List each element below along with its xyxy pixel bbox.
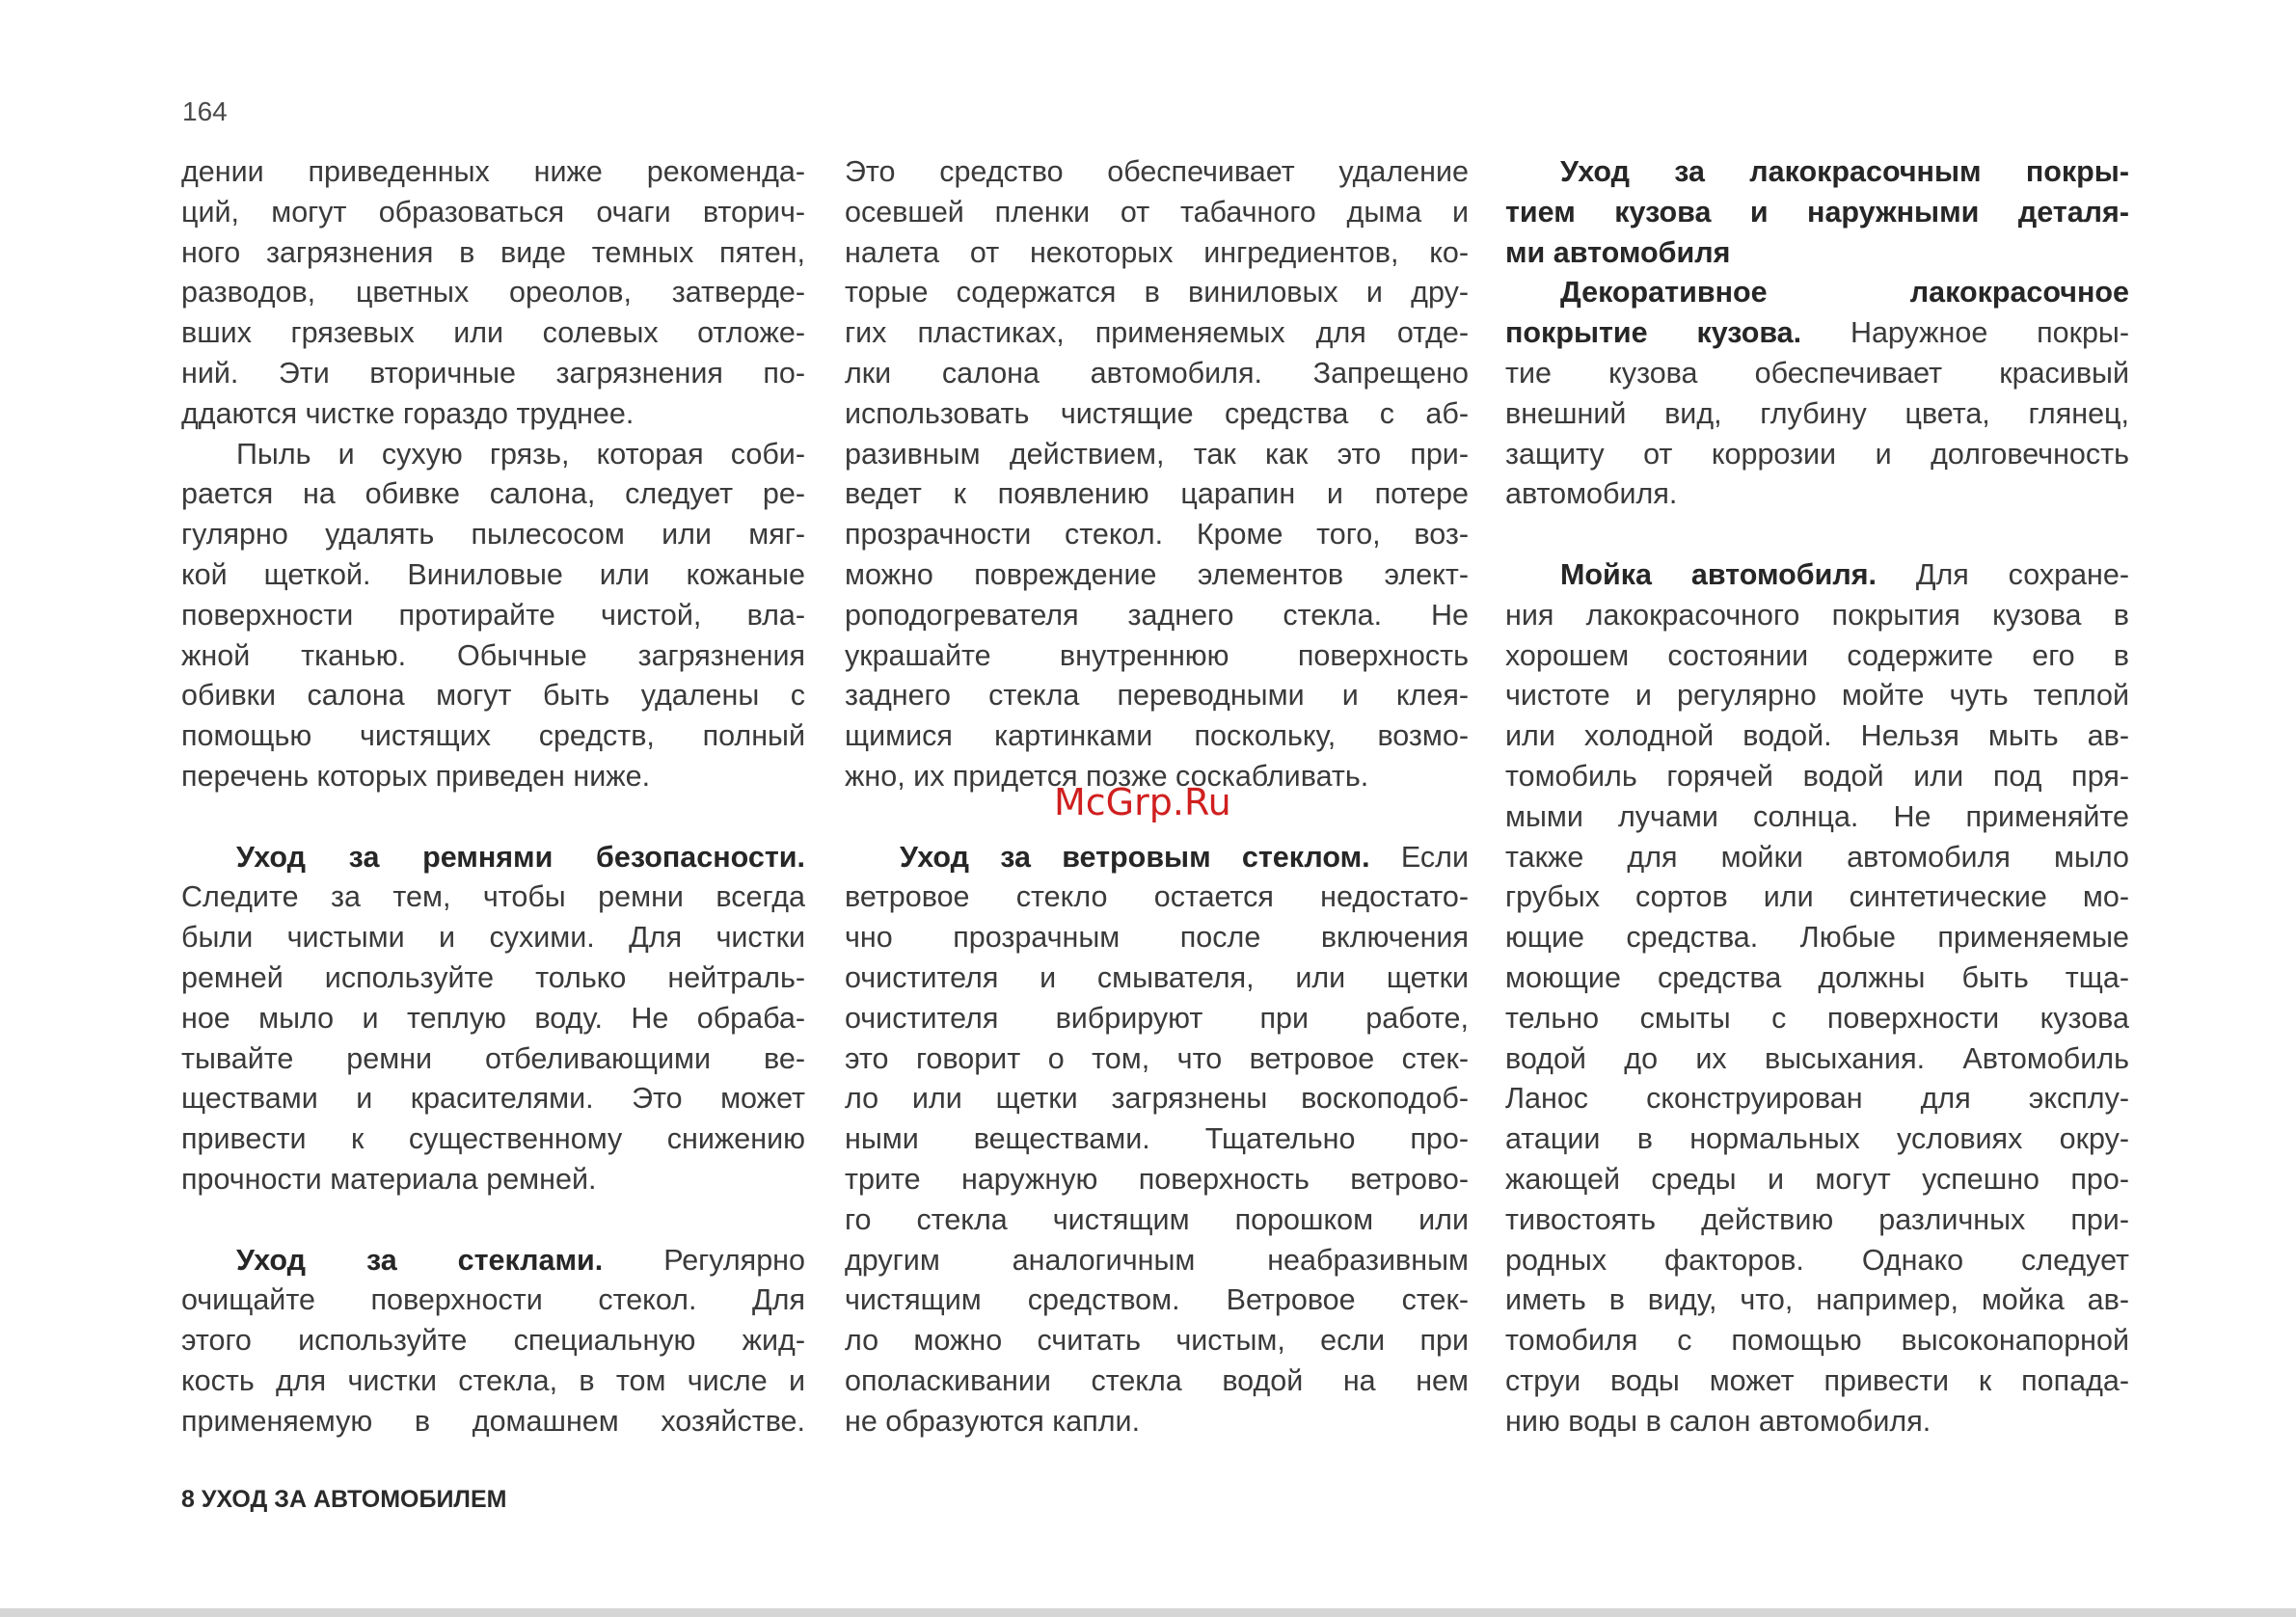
text-run: Если [1400,840,1469,874]
text-line: разводов, цветных ореолов, затверде- [181,276,805,310]
section-heading: Уход за ветровым стеклом. [900,840,1370,874]
text-line: ло или щетки загрязнены воскоподоб- [845,1082,1469,1116]
text-line [1505,555,2129,596]
text-line: лки салона автомобиля. Запрещено [845,356,1469,390]
text-line: тивостоять действию различных при- [1505,1202,2129,1236]
text-line: прозрачности стекол. Кроме того, воз- [845,518,1469,552]
text-line: обивки салона могут быть удалены с [181,679,805,713]
text-line: мыми лучами солнца. Не применяйте [1505,799,2129,833]
text-line: кой щеткой. Виниловые или кожаные [181,557,805,591]
text-line: щимися картинками поскольку, возмо- [845,719,1469,753]
text-line: были чистыми и сухими. Для чистки [181,921,805,955]
text-line: Ланос сконструирован для эксплу- [1505,1082,2129,1116]
text-line: использовать чистящие средства с аб- [845,396,1469,430]
text-line: другим аналогичным неабразивным [845,1243,1469,1277]
text-line: роподогревателя заднего стекла. Не [845,598,1469,632]
text-line: ное мыло и теплую воду. Не обраба- [181,1001,805,1035]
section-heading: Уход за ремнями безопасности. [236,840,805,874]
text-line [181,1241,805,1281]
text-line: это говорит о том, что ветровое стек- [845,1041,1469,1075]
paragraph-gap [1505,515,2129,555]
text-line: ющие средства. Любые применяемые [1505,921,2129,955]
text-line: помощью чистящих средств, полный [181,719,805,753]
text-line: чно прозрачным после включения [845,921,1469,955]
page-number: 164 [182,96,228,126]
text-line: гулярно удалять пылесосом или мяг- [181,518,805,552]
column-left [181,152,805,1442]
text-line: очищайте поверхности стекол. Для [181,1283,805,1317]
text-line [845,838,1469,878]
text-line: ветровое стекло остается недостато- [845,880,1469,914]
text-line: ного загрязнения в виде темных пятен, [181,235,805,269]
text-line: гих пластиках, применяемых для отде- [845,316,1469,350]
text-line: ло можно считать чистым, если при [845,1324,1469,1358]
text-line: очистителя и смывателя, или щетки [845,960,1469,994]
section-windshield [845,838,1469,1442]
paragraph-stains [181,152,805,435]
text-line: чистоте и регулярно мойте чуть теплой [1505,679,2129,713]
text-line: заднего стекла переводными и клея- [845,679,1469,713]
text-line: ществами и красителями. Это может [181,1082,805,1116]
text-line: ными веществами. Тщательно про- [845,1122,1469,1156]
text-line: тельно смыты с поверхности кузова [1505,1001,2129,1035]
paragraph-gap [181,1200,805,1241]
text-line: также для мойки автомобиля мыло [1505,840,2129,874]
text-line: жающей среды и могут успешно про- [1505,1162,2129,1196]
text-line: этого используйте специальную жид- [181,1324,805,1358]
text-line: Это средство обеспечивает удаление [845,155,1469,188]
text-line: применяемую в домашнем хозяйстве. [181,1404,805,1438]
text-line: ополаскивании стекла водой на нем [845,1363,1469,1397]
text-line: хорошем состоянии содержите его в [1505,638,2129,672]
text-line: привести к существенному снижению [181,1122,805,1156]
text-line: ций, могут образоваться очаги вторич- [181,195,805,229]
text-line: атации в нормальных условиях окру- [1505,1122,2129,1156]
text-run: Наружное покры- [1850,316,2129,350]
section-heading: тием кузова и наружными деталя- [1505,195,2129,229]
text-line: моющие средства должны быть тща- [1505,960,2129,994]
text-line: прочности материала ремней. [181,1162,597,1196]
text-line: защиту от коррозии и долговечность [1505,437,2129,471]
text-line: иметь в виду, что, например, мойка ав- [1505,1283,2129,1317]
section-heading: ми автомобиля [1505,235,1731,269]
section-paint-heading [1505,152,2129,273]
text-line: жной тканью. Обычные загрязнения [181,638,805,672]
text-line: кость для чистки стекла, в том числе и [181,1363,805,1397]
section-seat-belts [181,838,805,1200]
text-line: томобиля с помощью высоконапорной [1505,1324,2129,1358]
text-line: грубых сортов или синтетические мо- [1505,880,2129,914]
text-line: водой до их высыхания. Автомобиль [1505,1041,2129,1075]
paragraph-cleaner [845,152,1469,797]
section-heading: Уход за стеклами. [236,1243,604,1277]
text-line: жно, их придется позже соскабливать. [845,759,1369,793]
text-line: внешний вид, глубину цвета, глянец, [1505,396,2129,430]
text-line [1505,313,2129,354]
text-line: чистящим средством. Ветровое стек- [845,1283,1469,1317]
text-line: ний. Эти вторичные загрязнения по- [181,356,805,390]
section-glass [181,1241,805,1442]
section-car-wash [1505,555,2129,1442]
text-line: ния лакокрасочного покрытия кузова в [1505,598,2129,632]
chapter-footer: 8 УХОД ЗА АВТОМОБИЛЕМ [181,1486,507,1513]
text-line: ведет к появлению царапин и потере [845,477,1469,511]
text-line: го стекла чистящим порошком или [845,1202,1469,1236]
text-line: торые содержатся в виниловых и дру- [845,276,1469,310]
paragraph-dust [181,435,805,797]
text-run: Регулярно [663,1243,805,1277]
section-heading: Декоративное лакокрасочное [1560,276,2129,310]
text-line: Пыль и сухую грязь, которая соби- [236,437,805,471]
text-line: ремней используйте только нейтраль- [181,960,805,994]
section-heading: Мойка автомобиля. [1560,557,1877,591]
text-line: автомобиля. [1505,477,1678,511]
section-heading: покрытие кузова. [1505,316,1802,350]
text-line: дении приведенных ниже рекоменда- [181,155,805,188]
text-line: или холодной водой. Нельзя мыть ав- [1505,719,2129,753]
text-line: тие кузова обеспечивает красивый [1505,356,2129,390]
column-right [1505,152,2129,1442]
text-line: томобиль горячей водой или под пря- [1505,759,2129,793]
text-line: осевшей пленки от табачного дыма и [845,195,1469,229]
text-line: не образуются капли. [845,1404,1141,1438]
text-line: Следите за тем, чтобы ремни всегда [181,880,805,914]
page-bottom-edge [0,1608,2296,1617]
text-line: украшайте внутреннюю поверхность [845,638,1469,672]
text-line: родных факторов. Однако следует [1505,1243,2129,1277]
text-line: разивным действием, так как это при- [845,437,1469,471]
text-line: можно повреждение элементов элект- [845,557,1469,591]
text-line: струи воды может привести к попада- [1505,1363,2129,1397]
text-line: ддаются чистке гораздо труднее. [181,396,635,430]
text-line: трите наружную поверхность ветрово- [845,1162,1469,1196]
text-line: налета от некоторых ингредиентов, ко- [845,235,1469,269]
text-line: вших грязевых или солевых отложе- [181,316,805,350]
text-line: очистителя вибрируют при работе, [845,1001,1469,1035]
text-line: нию воды в салон автомобиля. [1505,1404,1931,1438]
watermark: McGrp.Ru [1054,781,1231,823]
paragraph-gap [181,797,805,838]
text-line: перечень которых приведен ниже. [181,759,651,793]
text-run: Для сохране- [1915,557,2129,591]
text-line: рается на обивке салона, следует ре- [181,477,805,511]
section-decorative-coating [1505,273,2129,515]
text-line: тывайте ремни отбеливающими ве- [181,1041,805,1075]
section-heading: Уход за лакокрасочным покры- [1560,155,2129,188]
text-line: поверхности протирайте чистой, вла- [181,598,805,632]
